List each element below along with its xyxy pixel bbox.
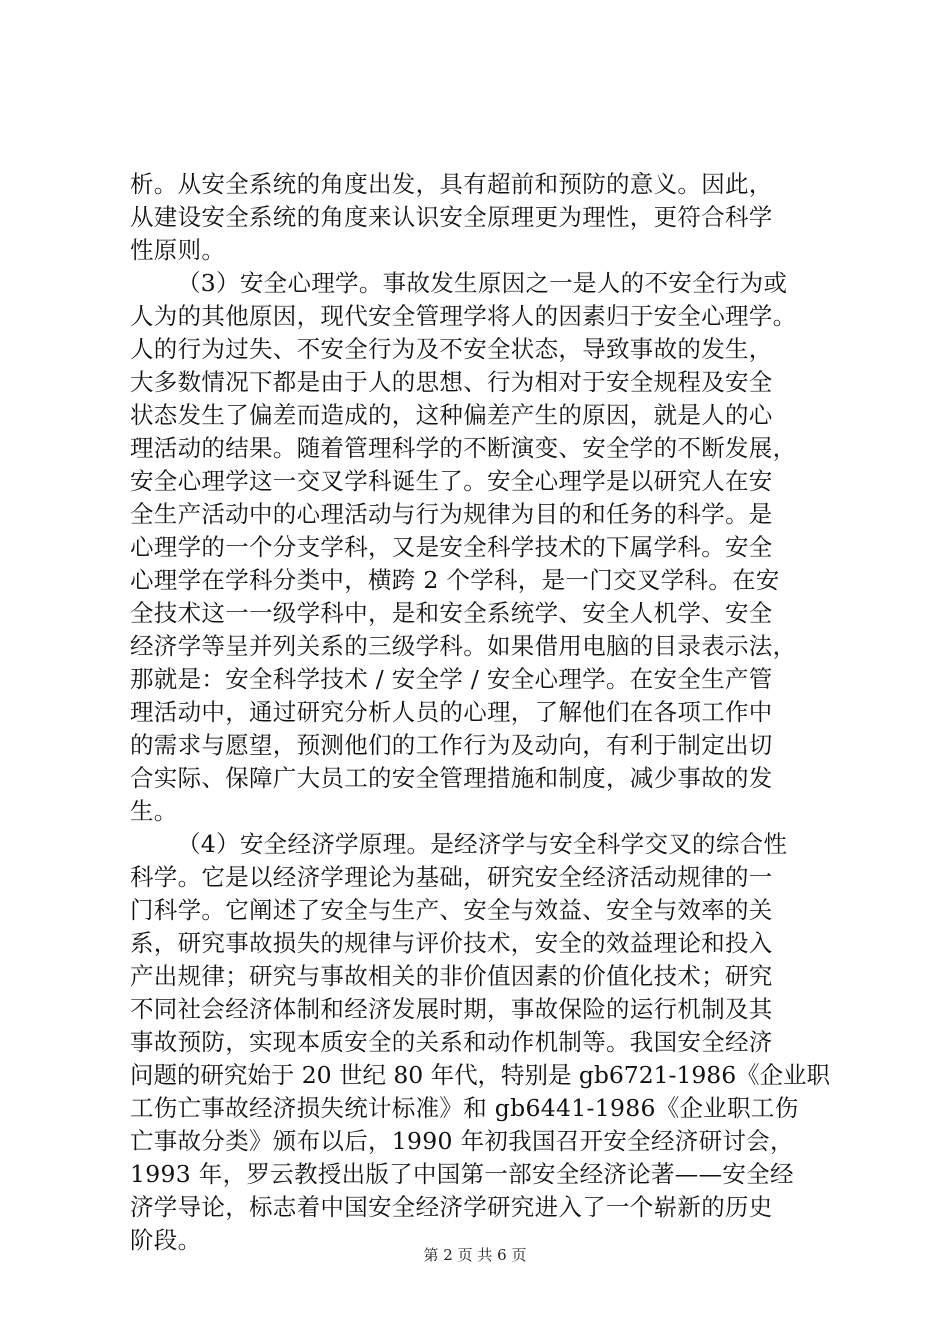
text-line: 阶段。	[130, 1226, 202, 1254]
text-line: 亡事故分类》颁布以后，1990 年初我国召开安全经济研讨会，	[130, 1127, 794, 1155]
text-line: 问题的研究始于 20 世纪 80 年代，特别是 gb6721-1986《企业职	[130, 1061, 830, 1089]
paragraph-safety-economics	[130, 828, 830, 1257]
text-line: （4）安全经济学原理。是经济学与安全科学交叉的综合性	[177, 830, 788, 858]
text-line: 产出规律；研究与事故相关的非价值因素的价值化技术；研究	[130, 962, 773, 990]
text-line: 状态发生了偏差而造成的，这种偏差产生的原因，就是人的心	[130, 401, 773, 429]
body-text	[130, 168, 830, 1257]
text-line: 人的行为过失、不安全行为及不安全状态，导致事故的发生，	[130, 335, 773, 363]
text-line: 心理学的一个分支学科，又是安全科学技术的下属学科。安全	[130, 533, 773, 561]
text-line: 事故预防，实现本质安全的关系和动作机制等。我国安全经济	[130, 1028, 773, 1056]
text-line: 全技术这一一级学科中，是和安全系统学、安全人机学、安全	[130, 599, 773, 627]
text-line: 工伤亡事故经济损失统计标准》和 gb6441-1986《企业职工伤	[130, 1094, 799, 1122]
text-line: 不同社会经济体制和经济发展时期，事故保险的运行机制及其	[130, 995, 773, 1023]
text-line: 系，研究事故损失的规律与评价技术，安全的效益理论和投入	[130, 929, 773, 957]
paragraph-safety-psychology	[130, 267, 830, 828]
page-number-footer: 第 2 页 共 6 页	[423, 1246, 527, 1264]
paragraph-continuation	[130, 168, 830, 267]
text-line: 生。	[130, 797, 178, 825]
text-line: 析。从安全系统的角度出发，具有超前和预防的意义。因此，	[130, 170, 773, 198]
text-line: 门科学。它阐述了安全与生产、安全与效益、安全与效率的关	[130, 896, 773, 924]
text-line: 济学导论，标志着中国安全经济学研究进入了一个崭新的历史	[130, 1193, 773, 1221]
text-line: 那就是：安全科学技术 / 安全学 / 安全心理学。在安全生产管	[130, 665, 773, 693]
text-line: 全生产活动中的心理活动与行为规律为目的和任务的科学。是	[130, 500, 773, 528]
text-line: 大多数情况下都是由于人的思想、行为相对于安全规程及安全	[130, 368, 773, 396]
text-line: 科学。它是以经济学理论为基础，研究安全经济活动规律的一	[130, 863, 773, 891]
text-line: 安全心理学这一交叉学科诞生了。安全心理学是以研究人在安	[130, 467, 773, 495]
text-line: 理活动的结果。随着管理科学的不断演变、安全学的不断发展，	[130, 434, 797, 462]
text-line: 合实际、保障广大员工的安全管理措施和制度，减少事故的发	[130, 764, 773, 792]
text-line: 的需求与愿望，预测他们的工作行为及动向，有利于制定出切	[130, 731, 773, 759]
text-line: 心理学在学科分类中，横跨 2 个学科，是一门交叉学科。在安	[130, 566, 780, 594]
text-line: 1993 年，罗云教授出版了中国第一部安全经济论著——安全经	[130, 1160, 794, 1188]
text-line: 经济学等呈并列关系的三级学科。如果借用电脑的目录表示法，	[130, 632, 797, 660]
text-line: 性原则。	[130, 236, 226, 264]
text-line: 人为的其他原因，现代安全管理学将人的因素归于安全心理学。	[130, 302, 797, 330]
text-line: 理活动中，通过研究分析人员的心理，了解他们在各项工作中	[130, 698, 773, 726]
text-line: 从建设安全系统的角度来认识安全原理更为理性，更符合科学	[130, 203, 773, 231]
text-line: （3）安全心理学。事故发生原因之一是人的不安全行为或	[177, 269, 788, 297]
